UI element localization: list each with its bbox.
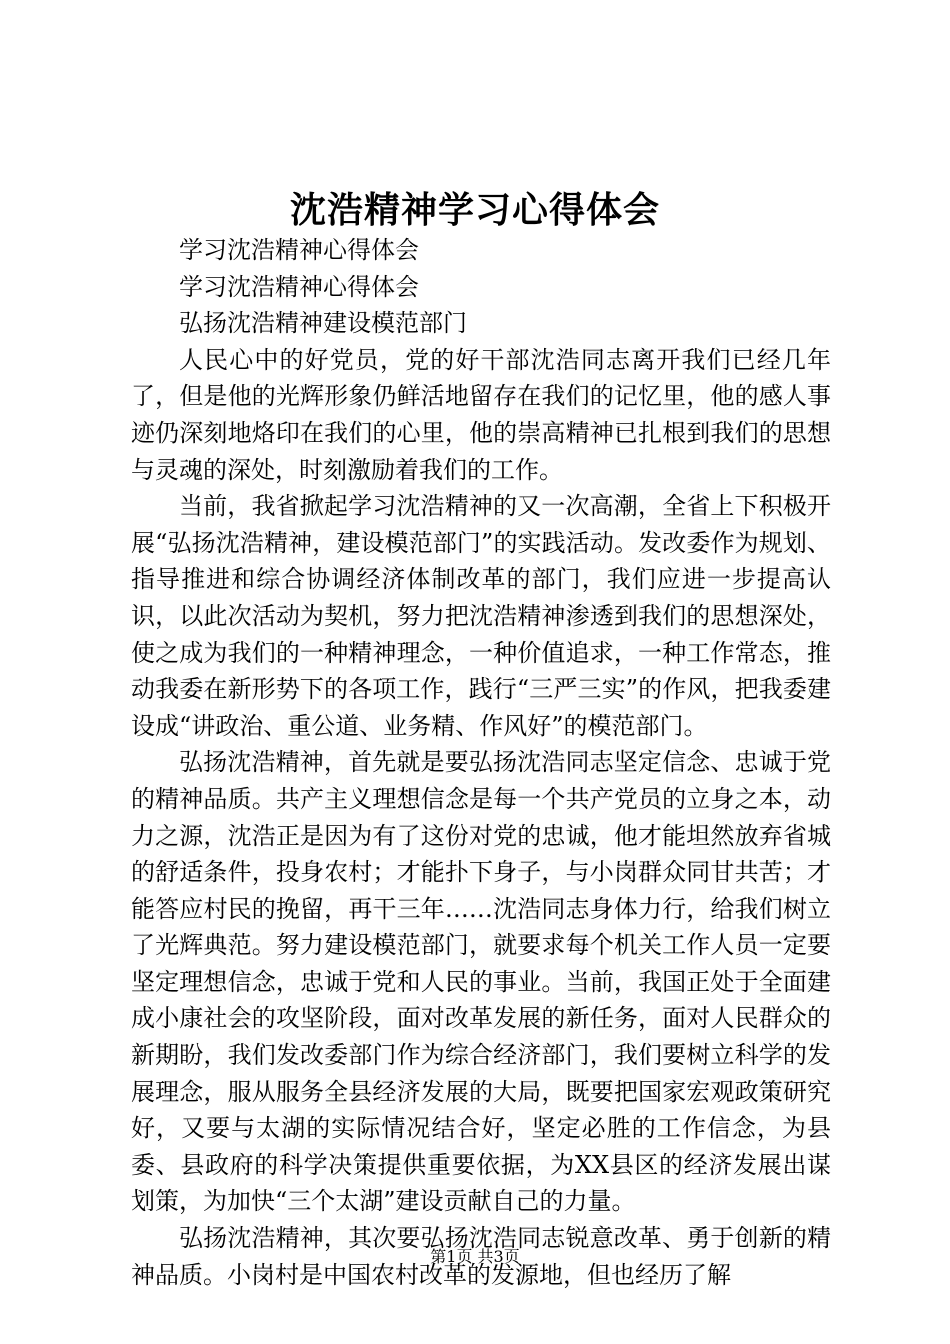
document-title: 沈浩精神学习心得体会 [289, 189, 660, 231]
paragraph: 学习沈浩精神心得体会 [179, 236, 419, 264]
paragraph: 学习沈浩精神心得体会 [179, 272, 419, 301]
document-body [131, 232, 831, 1293]
paragraph: 当前，我省掀起学习沈浩精神的又一次高潮，全省上下积极开展“弘扬沈浩精神，建设模范部门”的实践活动。发改委作为规划、指导推进和综合协调经济体制改革的部门，我们应进一步提高认识，以此次活动为契机，努力把沈浩精神渗透到我们的思想深处，使之成为我们的一种精神理念，一种价值追求，一种工作常态，推动我委在新形势下的各项工作，践行“三严三实”的作风，把我委建设成“讲政治、重公道、业务精、作风好”的模范部门。 [131, 492, 831, 740]
paragraph: 人民心中的好党员，党的好干部沈浩同志离开我们已经几年了，但是他的光辉形象仍鲜活地留存在我们的记忆里，他的感人事迹仍深刻地烙印在我们的心里，他的崇高精神已扎根到我们的思想与灵魂的深处，时刻激励着我们的工作。 [131, 345, 831, 484]
paragraph: 弘扬沈浩精神建设模范部门 [179, 309, 467, 338]
page-footer: 第1页 共3页 [430, 1247, 520, 1266]
paragraph: 弘扬沈浩精神，首先就是要弘扬沈浩同志坚定信念、忠诚于党的精神品质。共产主义理想信念是每一个共产党员的立身之本，动力之源，沈浩正是因为有了这份对党的忠诚，他才能坦然放弃省城的舒适条件，投身农村；才能扑下身子，与小岗群众同甘共苦；才能答应村民的挽留，再干三年……沈浩同志身体力行，给我们树立了光辉典范。努力建设模范部门，就要求每个机关工作人员一定要坚定理想信念，忠诚于党和人民的事业。当前，我国正处于全面建成小康社会的攻坚阶段，面对改革发展的新任务，面对人民群众的新期盼，我们发改委部门作为综合经济部门，我们要树立科学的发展理念，服从服务全县经济发展的大局，既要把国家宏观政策研究好，又要与太湖的实际情况结合好，坚定必胜的工作信念，为县委、县政府的科学决策提供重要依据，为XX县区的经济发展出谋划策，为加快“三个太湖”建设贡献自己的力量。 [131, 748, 831, 1216]
paragraph: 弘扬沈浩精神，其次要弘扬沈浩同志锐意改革、勇于创新的精神品质。小岗村是中国农村改革的发源地，但也经历了解 [131, 1224, 831, 1289]
